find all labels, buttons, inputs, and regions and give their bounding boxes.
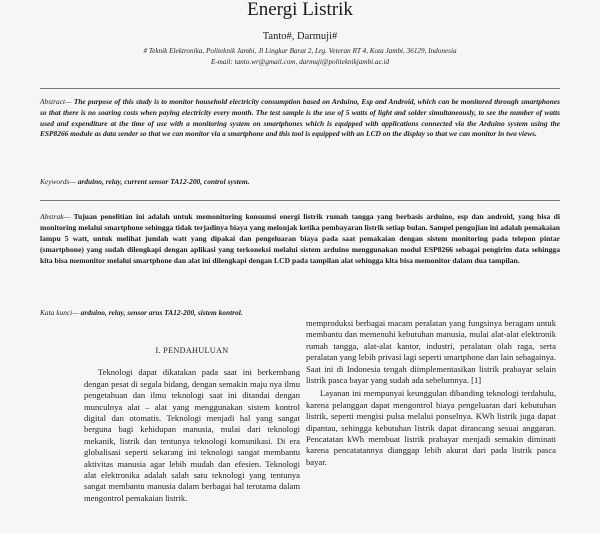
keywords-english (40, 177, 560, 186)
abstract-english (40, 97, 560, 140)
author-line: Tanto#, Darmuji# (262, 31, 338, 42)
abstrak-text: Tujuan penelitian ini adalah untuk memonitoring konsumsi energi listrik rumah tangga yang berbasis arduino, esp dan android, yang bisa di monitoring melalui smartphone sehingga tidak terjadinya biaya yang melonjak ketika pembayaran listrik setiap bulan. Sampel pengujian ini adalah pemakaian lampu 5 watt, untuk melihat jumlah watt yang dipakai dan pengeluaran biaya pada saat pemakaian dengan sistem monitoring pada telepon pintar (smartphone) yang sudah dilengkapi dengan aplikasi yang terkoneksi melalui sistem arduino menggunakan modul ESP8266 sebagai pengirim data sehingga kita bisa memonitor melalui smartphone dan alat ini dilengkapi dengan LCD pada tampilan alat sehingga kita bisa memonitor dalam dua tampilan. (40, 212, 560, 265)
divider (40, 88, 560, 89)
abstrak-label: Abstrak— (40, 212, 71, 221)
abstract-label: Abstract— (40, 97, 72, 106)
section-heading: I. PENDAHULUAN (155, 346, 229, 355)
kata-kunci-text: arduino, relay, sensor arus TA12-200, sistem kontrol. (80, 308, 243, 317)
abstract-text: The purpose of this study is to monitor household electricity consumption based on Arduino, Esp and Android, which can be monitored through smartphones so that there is no soaring costs when paying electricity every month. The test sample is the use of 5 watts of light and solder simultaneously, to see the number of watts used and expenditure at the time of use with a monitoring system on smartphones which is equipped with applications connected via the Arduino system using the ESP8266 module as data sender so that we can monitor via a smartphone and this tool is equipped with an LCD on the display so that we can monitor in two views. (40, 97, 560, 139)
affiliation-block (0, 46, 600, 67)
body-paragraph: memproduksi berbagai macam peralatan yang fungsinya beragam untuk membantu dan memenuhi kebutuhan manusia, mulai alat-alat elektronik rumah tangga, alat-alat kantor, industri, peralatan olah raga, serta peralatan yang lebih privasi lagi seperti smartphone dan lain sebagainya. Saat ini di Indonesia tengah diimplementasikan listrik prabayar selain listrik pasca bayar yang sudah ada sebelumnya. [1] (306, 318, 556, 386)
right-column (306, 318, 556, 468)
paper-title: Energi Listrik (247, 0, 353, 20)
body-paragraph: Teknologi dapat dikatakan pada saat ini berkembang dengan pesat di segala bidang, dengan semakin maju nya ilmu pengetahuan dan ilmu teknologi saat ini ditandai dengan munculnya alat – alat yang menggunakan sistem kontrol digital dan otomatis. Teknologi menjadi hal yang sangat berguna bagi kehidupan manusia, mulai dari teknologi mekanik, listrik dan tentunya teknologi komunikasi. Di era globalisasi seperti sekarang ini teknologi sangat membantu aktivitas manusia agar lebih mudah dan efesien. Teknologi alat elektronika adalah salah satu teknologi yang tentunya sangat membantu manusia dalam berbagai hal terutama dalam mengontrol pemakaian listrik. (84, 367, 300, 503)
abstract-indonesian (40, 212, 560, 267)
email-line: E-mail: tanto.wr@gmail.com, darmuji@politeknikjambi.ac.id (210, 57, 390, 66)
left-column (84, 345, 300, 504)
body-paragraph: Layanan ini mempunyai keunggulan dibanding teknologi terdahulu, karena pelanggan dapat mengontrol biaya pengeluaran dari kebutuhan listrik, seperti mengisi pulsa melalui ponselnya. KWh listrik juga dapat dipantau, sehingga kebutuhan listrik dapat dirancang sesuai anggaran. Pencatatan kWh membuat listrik prabayar menjadi semakin diminati karena pencatatannya dianggap lebih akurat dari pada listrik pasca bayar. (306, 388, 556, 467)
affiliation-line: # Teknik Elektronika, Politeknik Jambi, Jl Lingkar Barat 2, Lrg. Veteran RT 4, Kota Jambi, 36129, Indonesia (143, 47, 457, 55)
keywords-label: Keywords— (40, 177, 76, 186)
keywords-text: arduino, relay, current sensor TA12-200, control system. (77, 177, 250, 186)
keywords-indonesian (40, 308, 560, 317)
kata-kunci-label: Kata kunci— (40, 308, 79, 317)
divider (40, 200, 560, 201)
